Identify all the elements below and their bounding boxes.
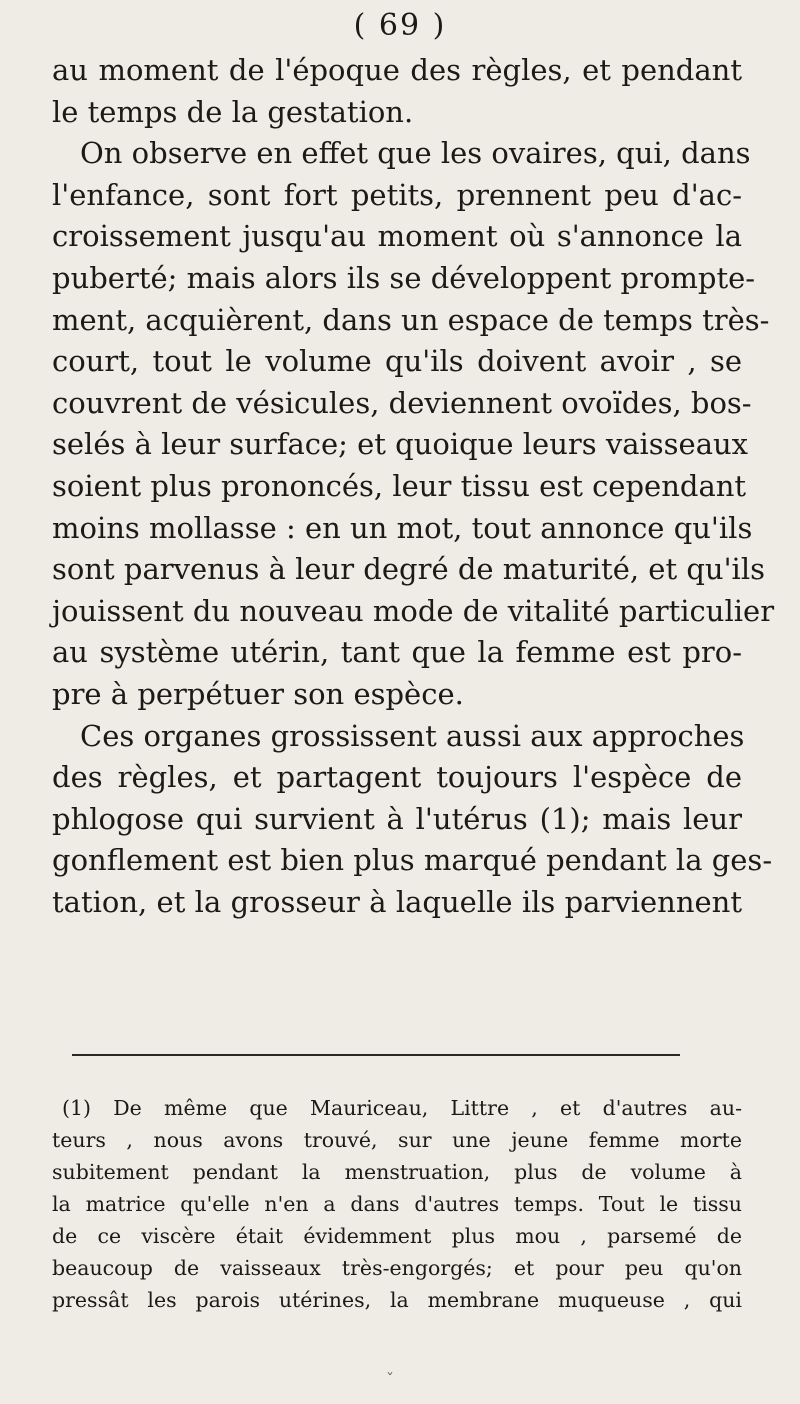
ink-mark: ˇ	[386, 1370, 394, 1389]
text-line: le temps de la gestation.	[52, 94, 414, 129]
footnote-line: (1) De même que Mauriceau, Littre , et d'autres au-	[62, 1096, 742, 1120]
text-line: tation, et la grosseur à laquelle ils parviennent	[52, 884, 742, 919]
text-line: On observe en effet que les ovaires, qui, dans	[80, 136, 751, 171]
text-line: l'enfance, sont fort petits, prennent peu d'ac-	[52, 177, 742, 212]
footnote-line: subitement pendant la menstruation, plus de volume à	[52, 1160, 742, 1184]
text-line: au système utérin, tant que la femme est pro-	[52, 635, 742, 670]
footnote-line: teurs , nous avons trouvé, sur une jeune femme morte	[52, 1128, 742, 1152]
text-line: ment, acquièrent, dans un espace de temps très-	[52, 302, 770, 337]
footnote-line: la matrice qu'elle n'en a dans d'autres temps. Tout le tissu	[52, 1192, 742, 1216]
main-text	[52, 50, 775, 923]
text-line: croissement jusqu'au moment où s'annonce la	[52, 219, 742, 254]
text-line: court, tout le volume qu'ils doivent avoir , se	[52, 344, 742, 379]
text-line: des règles, et partagent toujours l'espèce de	[52, 760, 742, 795]
text-line: Ces organes grossissent aussi aux approches	[80, 718, 745, 753]
text-line: soient plus prononcés, leur tissu est cependant	[52, 468, 747, 503]
text-line: jouissent du nouveau mode de vitalité particulier	[52, 593, 775, 628]
text-line: phlogose qui survient à l'utérus (1); mais leur	[52, 801, 742, 836]
footnote-line: pressât les parois utérines, la membrane muqueuse , qui	[52, 1288, 742, 1312]
footnote-line: de ce viscère était évidemment plus mou , parsemé de	[52, 1224, 742, 1248]
text-line: gonflement est bien plus marqué pendant la ges-	[52, 843, 773, 878]
text-line: pre à perpétuer son espèce.	[52, 676, 464, 711]
footnote	[52, 1092, 742, 1316]
footnote-divider	[72, 1054, 680, 1056]
footnote-line: beaucoup de vaisseaux très-engorgés; et pour peu qu'on	[52, 1256, 742, 1280]
text-line: couvrent de vésicules, deviennent ovoïdes, bos-	[52, 385, 752, 420]
text-line: sont parvenus à leur degré de maturité, et qu'ils	[52, 552, 765, 587]
text-line: moins mollasse : en un mot, tout annonce qu'ils	[52, 510, 753, 545]
page-number: ( 69 )	[353, 8, 447, 43]
text-line: au moment de l'époque des règles, et pendant	[52, 53, 742, 87]
text-line: selés à leur surface; et quoique leurs vaisseaux	[52, 427, 749, 462]
text-line: puberté; mais alors ils se développent prompte-	[52, 260, 756, 295]
